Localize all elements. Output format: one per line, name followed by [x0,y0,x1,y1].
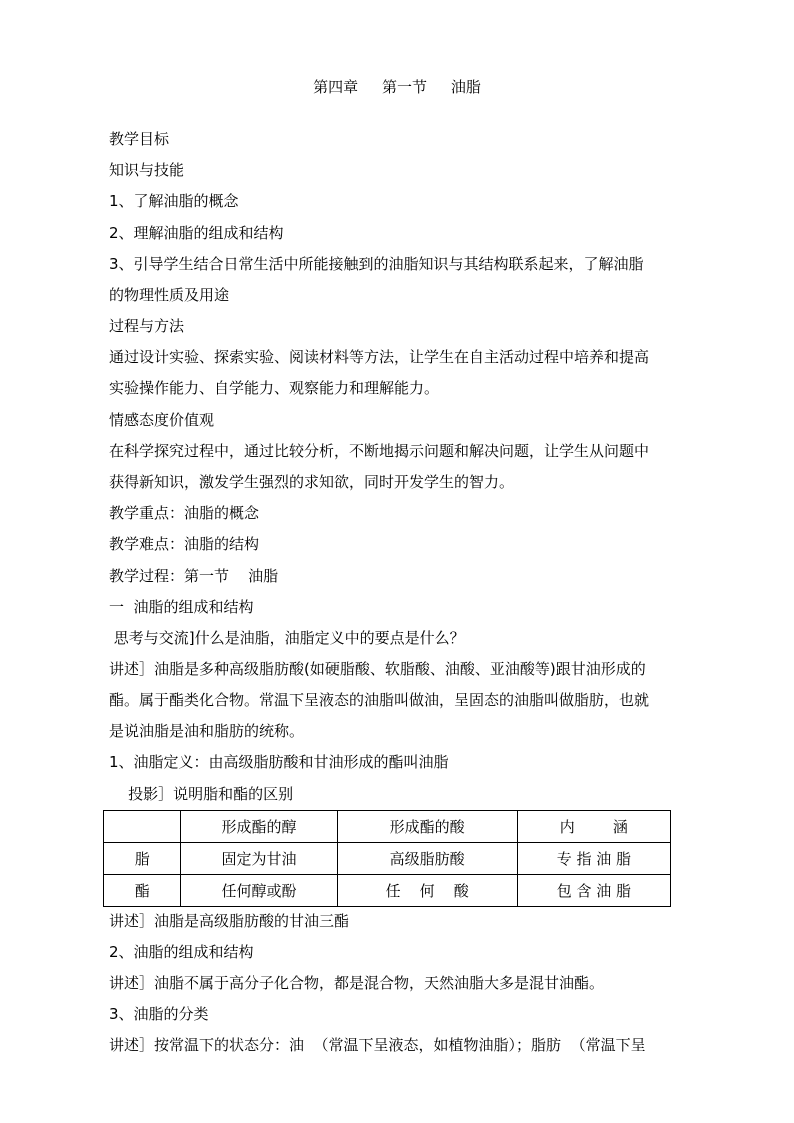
text-line: 教学重点：油脂的概念 [109,504,260,522]
table-row [104,875,671,907]
table-header-cell: 形成酯的酸 [337,811,517,843]
text-line: 2、油脂的组成和结构 [109,943,254,961]
text-line: 3、引导学生结合日常生活中所能接触到的油脂知识与其结构联系起来，了解油脂 [109,255,644,273]
table-cell: 任何醇或酚 [181,875,337,907]
text-line: 讲述］油脂不属于高分子化合物，都是混合物，天然油脂大多是混甘油酯。 [109,974,605,992]
text-line: 2、理解油脂的组成和结构 [109,224,284,242]
text-line: 在科学探究过程中，通过比较分析，不断地揭示问题和解决问题，让学生从问题中 [109,442,650,460]
text-line: 获得新知识，激发学生强烈的求知欲，同时开发学生的智力。 [109,473,515,491]
text-line: 教学目标 [109,130,170,148]
text-line: 1、油脂定义：由高级脂肪酸和甘油形成的酯叫油脂 [109,753,449,771]
text-line: 讲述］油脂是高级脂肪酸的甘油三酯 [109,912,350,930]
text-line: 思考与交流]什么是油脂，油脂定义中的要点是什么？ [109,629,465,647]
table-header-cell: 内 涵 [517,811,670,843]
text-line: 情感态度价值观 [109,411,215,429]
text-line: 一 油脂的组成和结构 [109,598,254,616]
table-cell: 包 含 油 脂 [517,875,670,907]
table-cell: 固定为甘油 [181,843,337,875]
table-row [104,843,671,875]
text-line: 讲述］油脂是多种高级脂肪酸(如硬脂酸、软脂酸、油酸、亚油酸等)跟甘油形成的 [109,660,646,678]
table-header-row [104,811,671,843]
text-line: 酯。属于酯类化合物。常温下呈液态的油脂叫做油，呈固态的油脂叫做脂肪，也就 [109,691,650,709]
text-line: 是说油脂是油和脂肪的统称。 [109,722,305,740]
text-line: 教学过程：第一节 油脂 [109,567,279,585]
table-cell: 酯 [104,875,181,907]
text-line: 通过设计实验、探索实验、阅读材料等方法，让学生在自主活动过程中培养和提高 [109,348,650,366]
text-line: 的物理性质及用途 [109,286,230,304]
table-cell: 脂 [104,843,181,875]
table-cell: 专 指 油 脂 [517,843,670,875]
text-line: 过程与方法 [109,317,185,335]
text-line: 1、了解油脂的概念 [109,192,239,210]
text-line: 教学难点：油脂的结构 [109,535,260,553]
comparison-table [103,810,671,907]
table-header-cell [104,811,181,843]
page-title: 第四章 第一节 油脂 [313,78,481,96]
text-line: 讲述］按常温下的状态分：油 （常温下呈液态，如植物油脂）；脂肪 （常温下呈 [109,1036,646,1054]
text-line: 知识与技能 [109,161,185,179]
table-cell: 任 何 酸 [337,875,517,907]
text-line: 3、油脂的分类 [109,1005,209,1023]
table-header-cell: 形成酯的醇 [181,811,337,843]
table-cell: 高级脂肪酸 [337,843,517,875]
text-line: 实验操作能力、自学能力、观察能力和理解能力。 [109,379,440,397]
text-line: 投影］说明脂和酯的区别 [109,785,294,803]
